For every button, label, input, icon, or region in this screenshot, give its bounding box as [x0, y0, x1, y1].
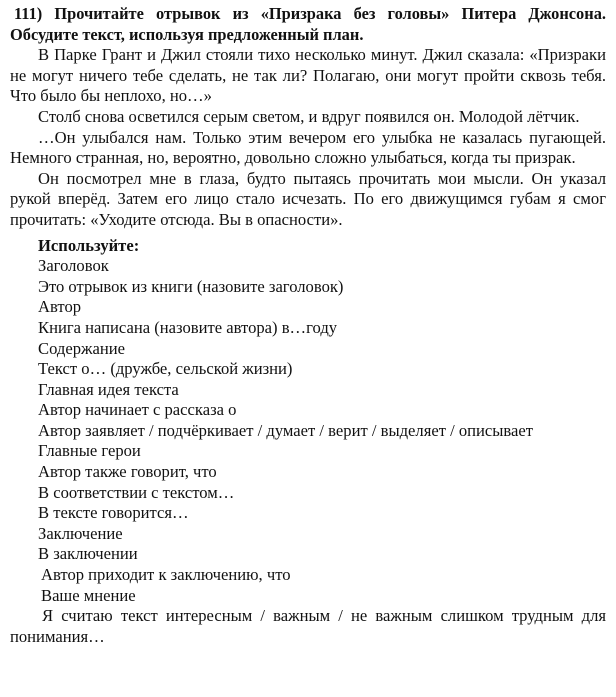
plan-item: Автор приходит к заключению, что — [41, 565, 291, 585]
plan-item: В соответствии с текстом… — [38, 482, 235, 502]
plan-item: Ваше мнение — [41, 585, 136, 605]
plan-item: В заключении — [38, 544, 138, 564]
plan-item: Это отрывок из книги (назовите заголовок) — [38, 276, 344, 296]
plan-item: Автор заявляет / подчёркивает / думает / верит / выделяет / описывает — [38, 420, 534, 440]
plan-item: Заголовок — [38, 256, 109, 276]
plan-list — [10, 256, 606, 647]
plan-section — [10, 236, 606, 648]
plan-item: Главная идея текста — [38, 379, 179, 399]
plan-item: Книга написана (назовите автора) в…году — [38, 317, 338, 337]
plan-item: Главные герои — [38, 441, 141, 461]
plan-item: Автор — [38, 297, 82, 317]
plan-item: Текст о… (дружбе, сельской жизни) — [38, 359, 293, 379]
plan-item: Я считаю текст интересным / важным / не важным слишком трудным для понимания… — [10, 606, 606, 646]
plan-item: Содержание — [38, 338, 125, 358]
plan-item: В тексте говорится… — [38, 503, 189, 523]
text-paragraph-2: Столб снова осветился серым светом, и вдруг появился он. Молодой лётчик. — [38, 106, 580, 126]
text-paragraph-4: Он посмотрел мне в глаза, будто пытаясь прочитать мои мысли. Он указал рукой вперёд. Затем его лицо стало исчезать. По его движущимся губам я смог прочитать: «Уходите отсюда. Вы в опасности». — [10, 168, 606, 229]
plan-item: Автор начинает с рассказа о — [38, 400, 237, 420]
textbook-page — [10, 4, 606, 647]
task-number: 111) — [14, 4, 43, 23]
plan-heading: Используйте: — [38, 235, 140, 255]
plan-item: Заключение — [38, 523, 123, 543]
plan-item: Автор также говорит, что — [38, 462, 217, 482]
text-paragraph-3: …Он улыбался нам. Только этим вечером его улыбка не казалась пугающей. Немного странная, но, вероятно, довольно сложно улыбаться, когда ты призрак. — [10, 127, 606, 168]
text-paragraph-1: В Парке Грант и Джил стояли тихо несколько минут. Джил сказала: «Призраки не могут ничего тебе сделать, не так ли? Полагаю, они могут пройти сквозь тебя. Что было бы неплохо, но…» — [10, 45, 606, 106]
task-title — [10, 4, 606, 45]
task-instruction: Прочитайте отрывок из «Призрака без головы» Питера Джонсона. Обсудите текст, используя предложенный план. — [10, 4, 606, 44]
